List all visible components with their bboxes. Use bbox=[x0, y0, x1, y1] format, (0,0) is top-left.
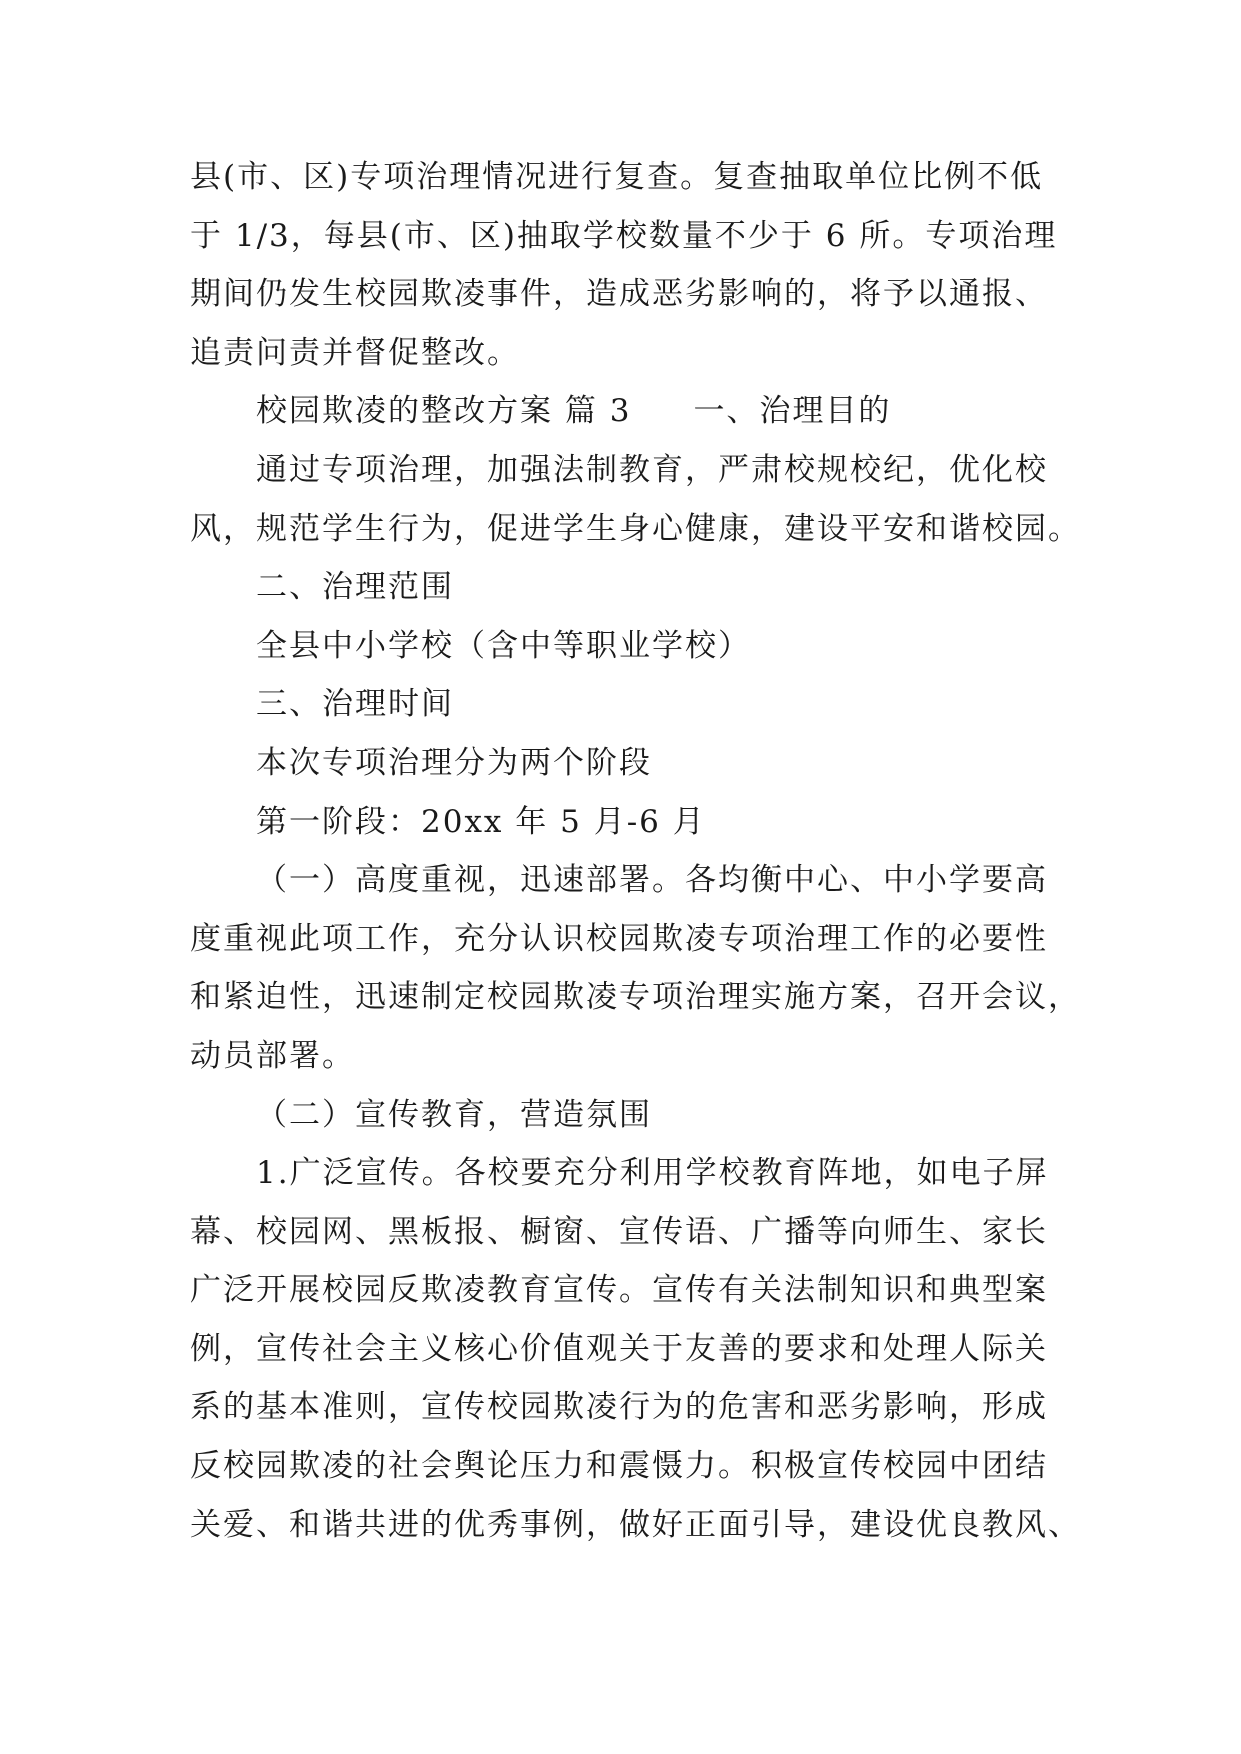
document-body bbox=[190, 148, 1081, 1554]
paragraph-line: 本次专项治理分为两个阶段 bbox=[256, 744, 652, 781]
paragraph-line: 风，规范学生行为，促进学生身心健康，建设平安和谐校园。 bbox=[190, 510, 1081, 547]
paragraph-line: 反校园欺凌的社会舆论压力和震慑力。积极宣传校园中团结 bbox=[190, 1448, 1048, 1485]
paragraph-line: 和紧迫性，迅速制定校园欺凌专项治理实施方案，召开会议， bbox=[190, 979, 1081, 1016]
paragraph-line: 全县中小学校（含中等职业学校） bbox=[256, 627, 751, 664]
paragraph-line: 广泛开展校园反欺凌教育宣传。宣传有关法制知识和典型案 bbox=[190, 1272, 1048, 1309]
paragraph-line: 度重视此项工作，充分认识校园欺凌专项治理工作的必要性 bbox=[190, 920, 1048, 957]
paragraph-line: 系的基本准则，宣传校园欺凌行为的危害和恶劣影响，形成 bbox=[190, 1389, 1048, 1426]
section-heading-line bbox=[190, 382, 1070, 441]
paragraph-line: 追责问责并督促整改。 bbox=[190, 334, 520, 371]
paragraph-line: （一）高度重视，迅速部署。各均衡中心、中小学要高 bbox=[256, 862, 1048, 899]
paragraph-line: 动员部署。 bbox=[190, 1037, 355, 1074]
paragraph-line: 县(市、区)专项治理情况进行复查。复查抽取单位比例不低 bbox=[190, 159, 1044, 195]
document-section-title: 校园欺凌的整改方案 篇 3 bbox=[256, 393, 632, 430]
section-heading: 一、治理目的 bbox=[693, 393, 892, 430]
paragraph-line: 第一阶段：20xx 年 5 月-6 月 bbox=[256, 803, 706, 840]
paragraph-line: 1.广泛宣传。各校要充分利用学校教育阵地，如电子屏 bbox=[256, 1155, 1049, 1192]
paragraph-line: 幕、校园网、黑板报、橱窗、宣传语、广播等向师生、家长 bbox=[190, 1213, 1048, 1250]
section-heading: 二、治理范围 bbox=[256, 569, 454, 606]
paragraph-line: 期间仍发生校园欺凌事件，造成恶劣影响的，将予以通报、 bbox=[190, 276, 1048, 313]
paragraph-line: 通过专项治理，加强法制教育，严肃校规校纪，优化校 bbox=[256, 451, 1048, 488]
paragraph-line: 例，宣传社会主义核心价值观关于友善的要求和处理人际关 bbox=[190, 1330, 1048, 1367]
subsection-heading: （二）宣传教育，营造氛围 bbox=[256, 1096, 652, 1133]
paragraph-line: 于 1/3，每县(市、区)抽取学校数量不少于 6 所。专项治理 bbox=[190, 217, 1058, 254]
paragraph-line: 关爱、和谐共进的优秀事例，做好正面引导，建设优良教风、 bbox=[190, 1506, 1081, 1543]
section-heading: 三、治理时间 bbox=[256, 686, 454, 723]
